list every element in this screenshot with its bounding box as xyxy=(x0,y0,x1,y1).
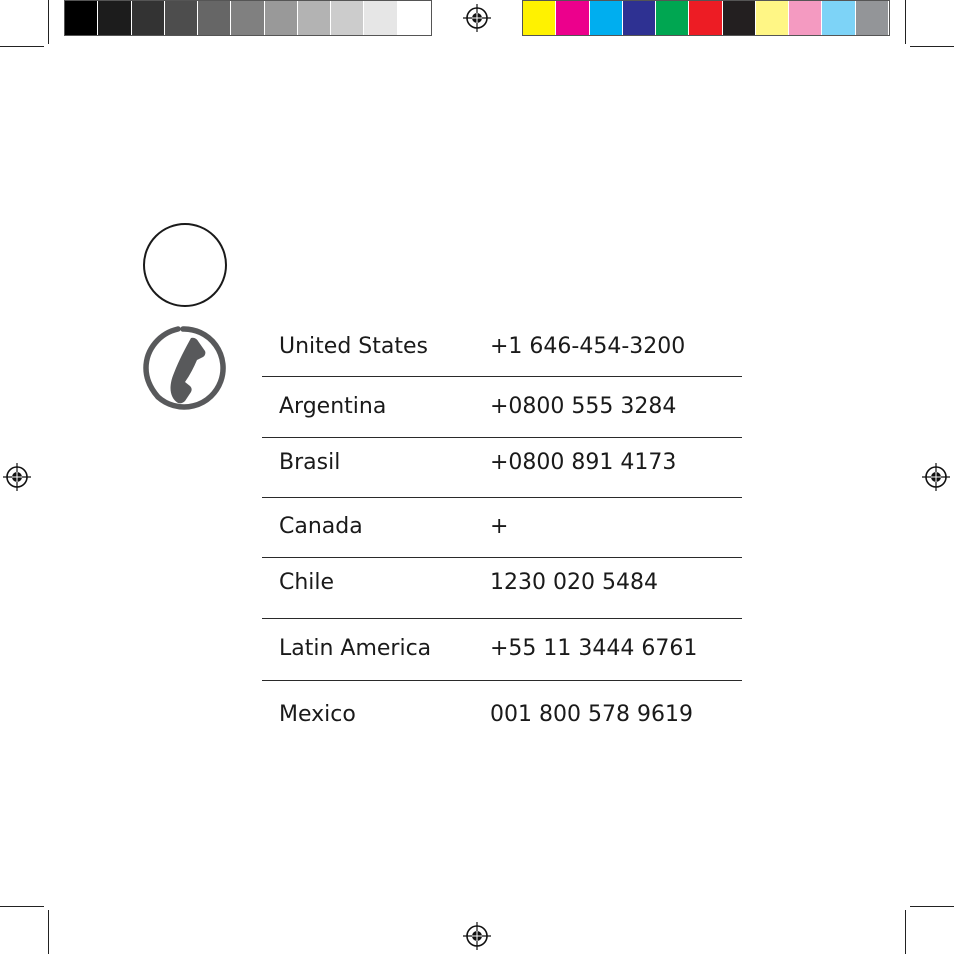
color-swatch xyxy=(298,1,331,35)
table-row xyxy=(262,681,742,741)
color-swatch xyxy=(265,1,298,35)
country-label: United States xyxy=(279,334,428,359)
country-label: Chile xyxy=(279,570,335,595)
color-swatch xyxy=(590,1,623,35)
country-label: Mexico xyxy=(279,702,356,727)
crop-mark xyxy=(905,0,906,44)
phone-number: 1230 020 5484 xyxy=(490,570,658,595)
color-swatch xyxy=(398,1,431,35)
phone-handset-icon xyxy=(143,325,229,411)
table-row xyxy=(262,498,742,558)
phone-number: + xyxy=(490,514,509,539)
table-row xyxy=(262,325,742,377)
phone-number: +1 646-454-3200 xyxy=(490,334,686,359)
grayscale-color-bar xyxy=(64,0,432,36)
color-swatch xyxy=(132,1,165,35)
color-swatch xyxy=(689,1,722,35)
crop-mark xyxy=(905,910,906,954)
country-label: Argentina xyxy=(279,394,387,419)
table-row xyxy=(262,377,742,438)
contact-phone-table xyxy=(262,325,742,741)
crop-mark xyxy=(48,910,49,954)
color-swatch xyxy=(98,1,131,35)
registration-mark-icon xyxy=(3,463,31,491)
color-swatch xyxy=(198,1,231,35)
circle-outline-icon xyxy=(143,223,227,307)
country-label: Canada xyxy=(279,514,363,539)
color-swatch xyxy=(856,1,889,35)
registration-mark-icon xyxy=(463,922,491,950)
crop-mark xyxy=(910,906,954,907)
crop-mark xyxy=(48,0,49,44)
color-swatch xyxy=(656,1,689,35)
color-swatch xyxy=(523,1,556,35)
color-swatch xyxy=(65,1,98,35)
color-swatch xyxy=(623,1,656,35)
table-row xyxy=(262,558,742,619)
phone-number: +55 11 3444 6761 xyxy=(490,636,698,661)
country-label: Latin America xyxy=(279,636,432,661)
color-swatch xyxy=(231,1,264,35)
crop-mark xyxy=(0,46,44,47)
color-swatch xyxy=(756,1,789,35)
color-swatch xyxy=(723,1,756,35)
color-swatch xyxy=(556,1,589,35)
color-swatch xyxy=(364,1,397,35)
color-swatch xyxy=(822,1,855,35)
color-swatch xyxy=(165,1,198,35)
crop-mark xyxy=(910,46,954,47)
process-color-bar xyxy=(522,0,890,36)
registration-mark-icon xyxy=(463,4,491,32)
color-swatch xyxy=(789,1,822,35)
phone-number: +0800 891 4173 xyxy=(490,450,677,475)
country-label: Brasil xyxy=(279,450,341,475)
crop-mark xyxy=(0,906,44,907)
table-row xyxy=(262,438,742,498)
table-row xyxy=(262,619,742,681)
registration-mark-icon xyxy=(922,463,950,491)
color-swatch xyxy=(331,1,364,35)
phone-number: +0800 555 3284 xyxy=(490,394,677,419)
phone-number: 001 800 578 9619 xyxy=(490,702,693,727)
